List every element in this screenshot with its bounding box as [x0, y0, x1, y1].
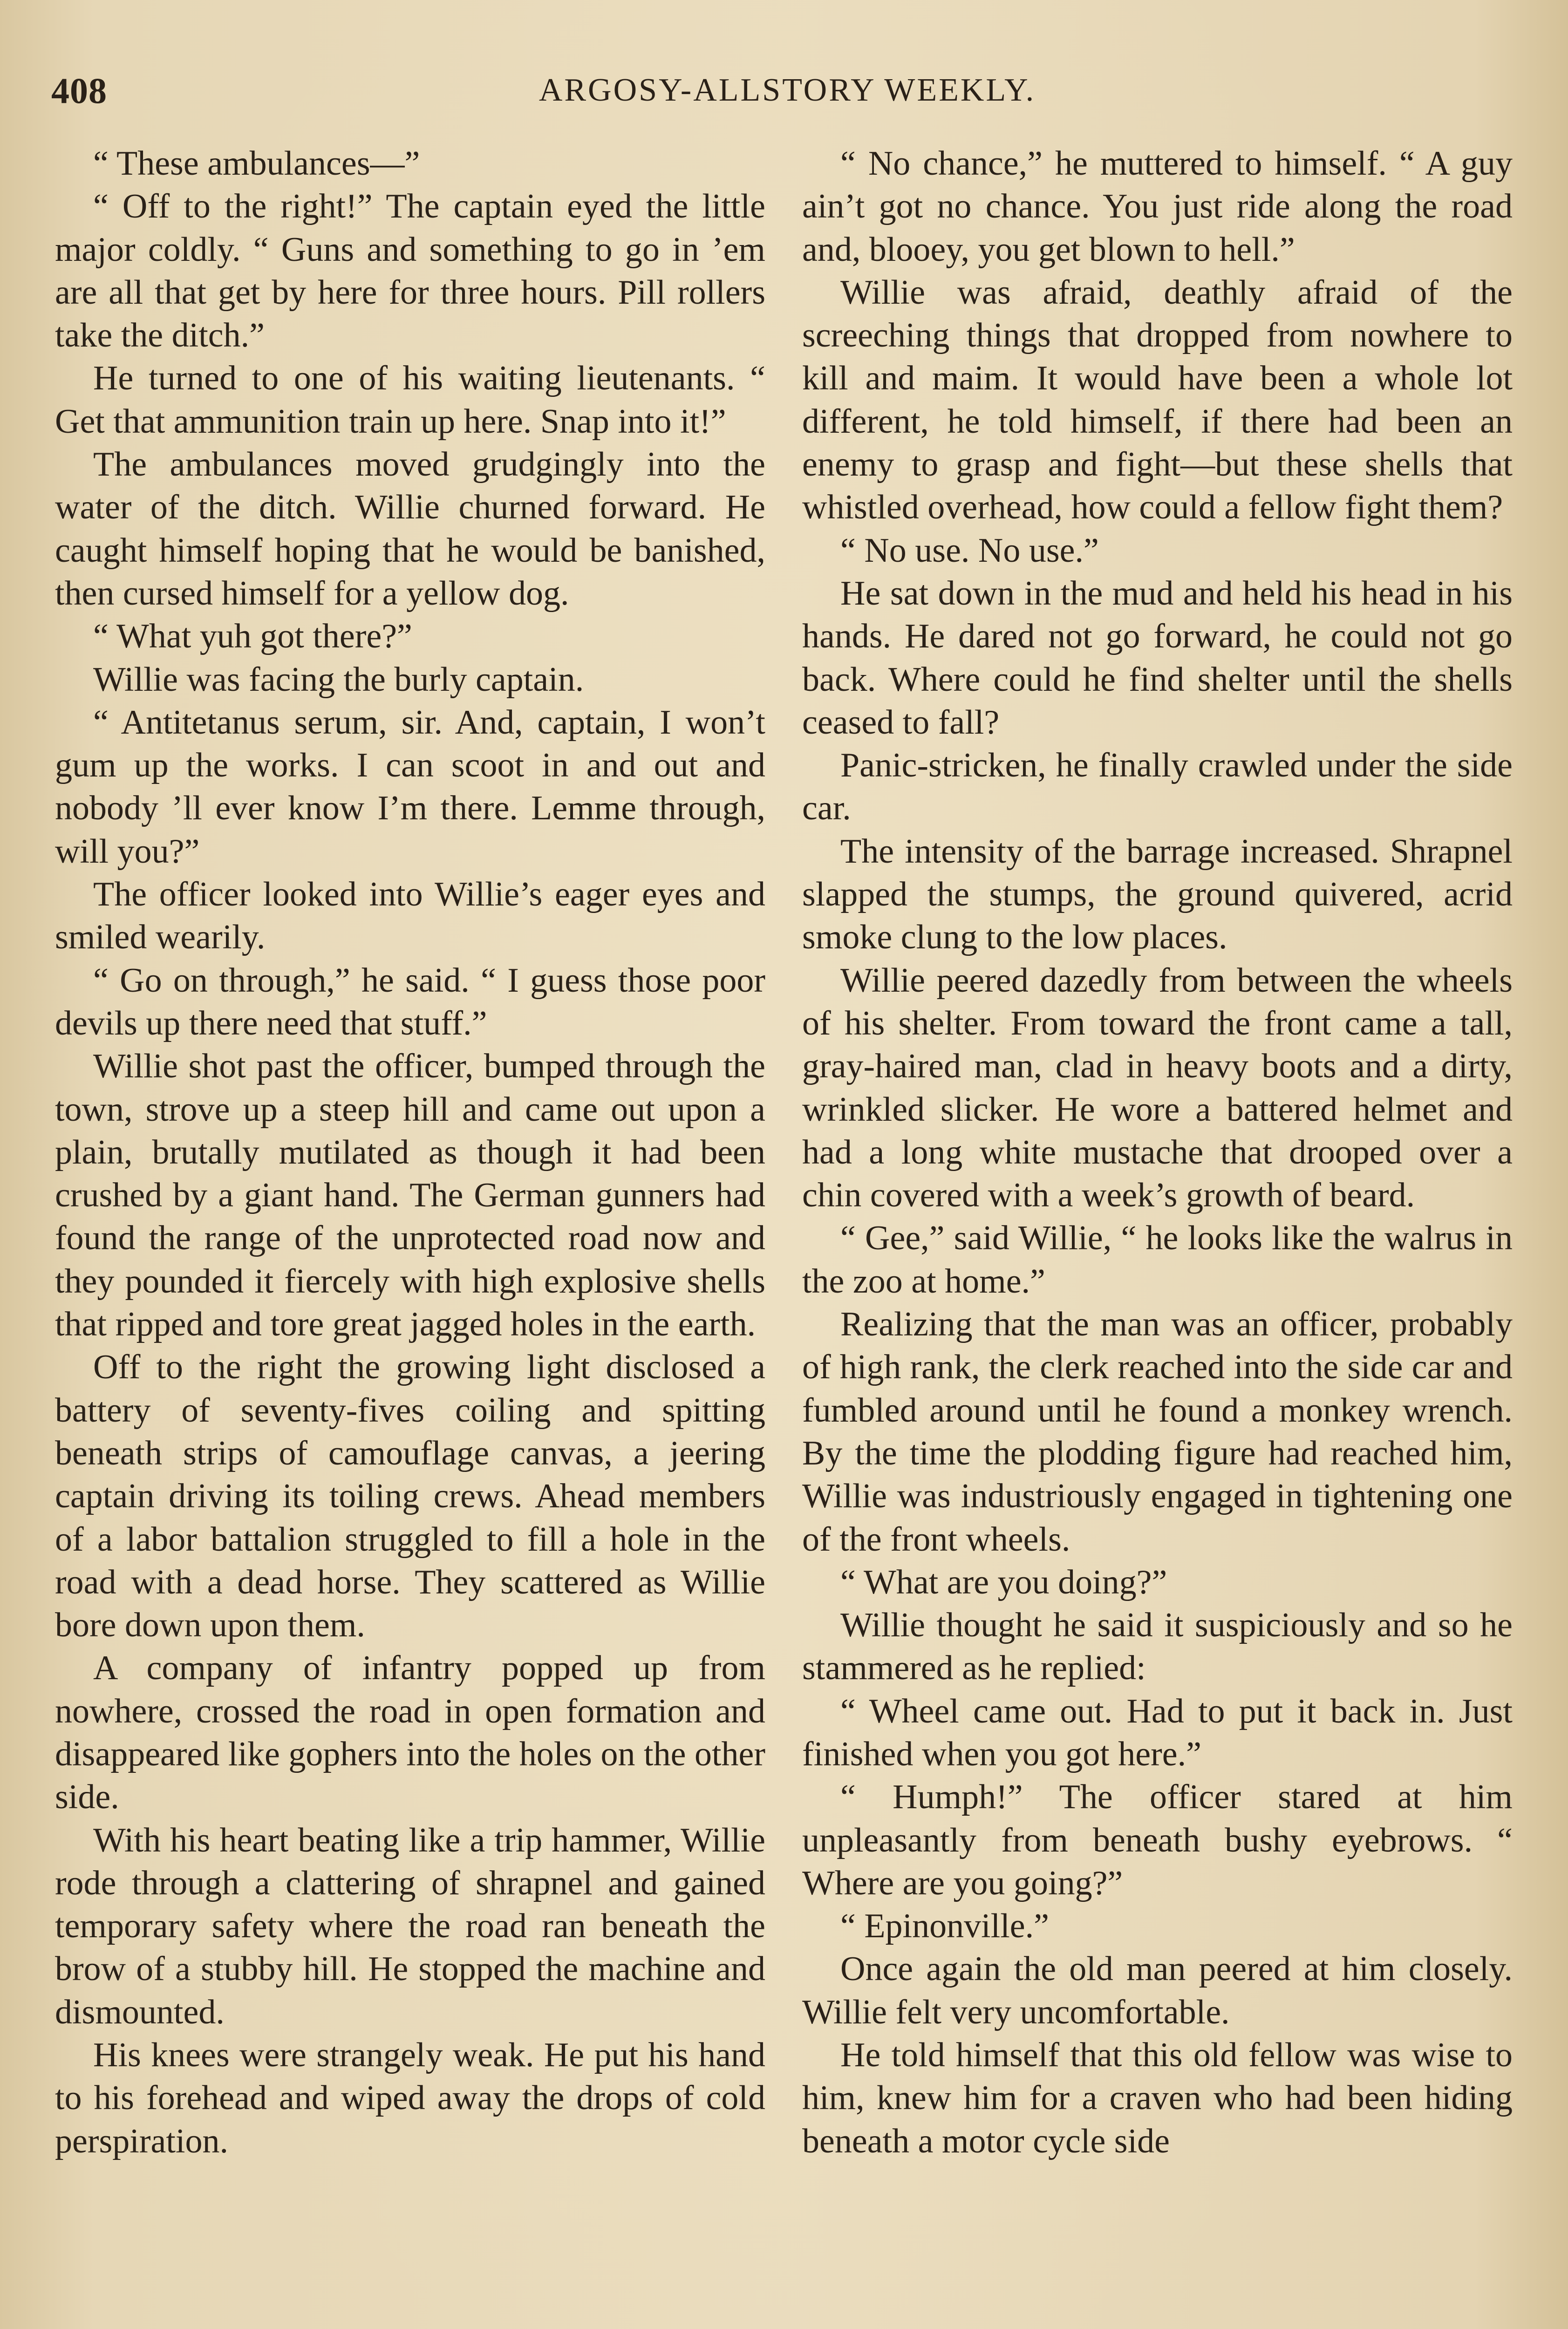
paragraph: “ Go on through,” he said. “ I guess those poor devils up there need that stuff.” [55, 961, 765, 1042]
paragraph: He turned to one of his waiting lieutenants. “ Get that ammunition train up here. Snap into it!” [55, 359, 765, 441]
paragraph: Willie shot past the officer, bumped through the town, strove up a steep hill and came out upon a plain, brutally mutilated as though it had been crushed by a giant hand. The German gunners had found the range of the unprotected road now and they pounded it fiercely with high explosive shells that ripped and tore great jagged holes in the earth. [55, 1047, 765, 1344]
paragraph: Willie thought he said it suspiciously and so he stammered as he replied: [802, 1606, 1513, 1688]
paragraph: “ Off to the right!” The captain eyed the little major coldly. “ Guns and something to go in ’em are all that get by here for three hours. Pill rollers take the ditch.” [55, 187, 765, 355]
paragraph: Willie peered dazedly from between the wheels of his shelter. From toward the front came a tall, gray-haired man, clad in heavy boots and a dirty, wrinkled slicker. He wore a battered helmet and had a long white mustache that drooped over a chin covered with a week’s growth of beard. [802, 961, 1513, 1215]
right-column [802, 142, 1513, 2163]
paragraph: “ What yuh got there?” [93, 617, 412, 656]
running-head: ARGOSY-ALLSTORY WEEKLY. [539, 72, 1036, 108]
paragraph: “ Gee,” said Willie, “ he looks like the walrus in the zoo at home.” [802, 1219, 1513, 1301]
paragraph: With his heart beating like a trip hammer, Willie rode through a clattering of shrapnel and gained temporary safety where the road ran beneath the brow of a stubby hill. He stopped the machine and dismounted. [55, 1821, 765, 2031]
paragraph: “ No chance,” he muttered to himself. “ A guy ain’t got no chance. You just ride along the road and, blooey, you get blown to hell.” [802, 144, 1513, 269]
paragraph: He told himself that this old fellow was wise to him, knew him for a craven who had been hiding beneath a motor cycle side [802, 2036, 1513, 2160]
paragraph: The ambulances moved grudgingly into the water of the ditch. Willie churned forward. He caught himself hoping that he would be banished, then cursed himself for a yellow dog. [55, 445, 765, 613]
paragraph: “ Humph!” The officer stared at him unpleasantly from beneath bushy eyebrows. “ Where are you going?” [802, 1778, 1513, 1902]
page-number: 408 [51, 70, 107, 111]
left-column [55, 142, 765, 2163]
paragraph: His knees were strangely weak. He put his hand to his forehead and wiped away the drops of cold perspiration. [55, 2036, 765, 2160]
paragraph: Panic-stricken, he finally crawled under the side car. [802, 746, 1513, 828]
paragraph: “ These ambulances—” [93, 144, 420, 183]
paragraph: “ What are you doing?” [840, 1563, 1167, 1601]
paragraph: “ Wheel came out. Had to put it back in. Just finished when you got here.” [802, 1692, 1513, 1773]
paragraph: The intensity of the barrage increased. Shrapnel slapped the stumps, the ground quivered, acrid smoke clung to the low places. [802, 832, 1513, 957]
paragraph: Willie was facing the burly captain. [93, 660, 584, 699]
paragraph: “ Antitetanus serum, sir. And, captain, I won’t gum up the works. I can scoot in and out and nobody ’ll ever know I’m there. Lemme through, will you?” [55, 703, 765, 871]
paragraph: “ Epinonville.” [840, 1907, 1049, 1946]
page-header [51, 70, 1523, 126]
paragraph: He sat down in the mud and held his head in his hands. He dared not go forward, he could not go back. Where could he find shelter until the shells ceased to fall? [802, 574, 1513, 742]
paragraph: “ No use. No use.” [840, 531, 1099, 570]
paragraph: The officer looked into Willie’s eager eyes and smiled wearily. [55, 875, 765, 957]
paragraph: Off to the right the growing light disclosed a battery of seventy-fives coiling and spitting beneath strips of camouflage canvas, a jeering captain driving its toiling crews. Ahead members of a labor battalion struggled to fill a hole in the road with a dead horse. They scattered as Willie bore down upon them. [55, 1348, 765, 1645]
paragraph: Willie was afraid, deathly afraid of the screeching things that dropped from nowhere to kill and maim. It would have been a whole lot different, he told himself, if there had been an enemy to grasp and fight—but these shells that whistled overhead, how could a fellow fight them? [802, 273, 1513, 527]
paragraph: Realizing that the man was an officer, probably of high rank, the clerk reached into the side car and fumbled around until he found a monkey wrench. By the time the plodding figure had reached him, Willie was industriously engaged in tightening one of the front wheels. [802, 1305, 1513, 1559]
paragraph: Once again the old man peered at him closely. Willie felt very uncomfortable. [802, 1950, 1513, 2031]
paragraph: A company of infantry popped up from nowhere, crossed the road in open formation and disappeared like gophers into the holes on the other side. [55, 1649, 765, 1817]
